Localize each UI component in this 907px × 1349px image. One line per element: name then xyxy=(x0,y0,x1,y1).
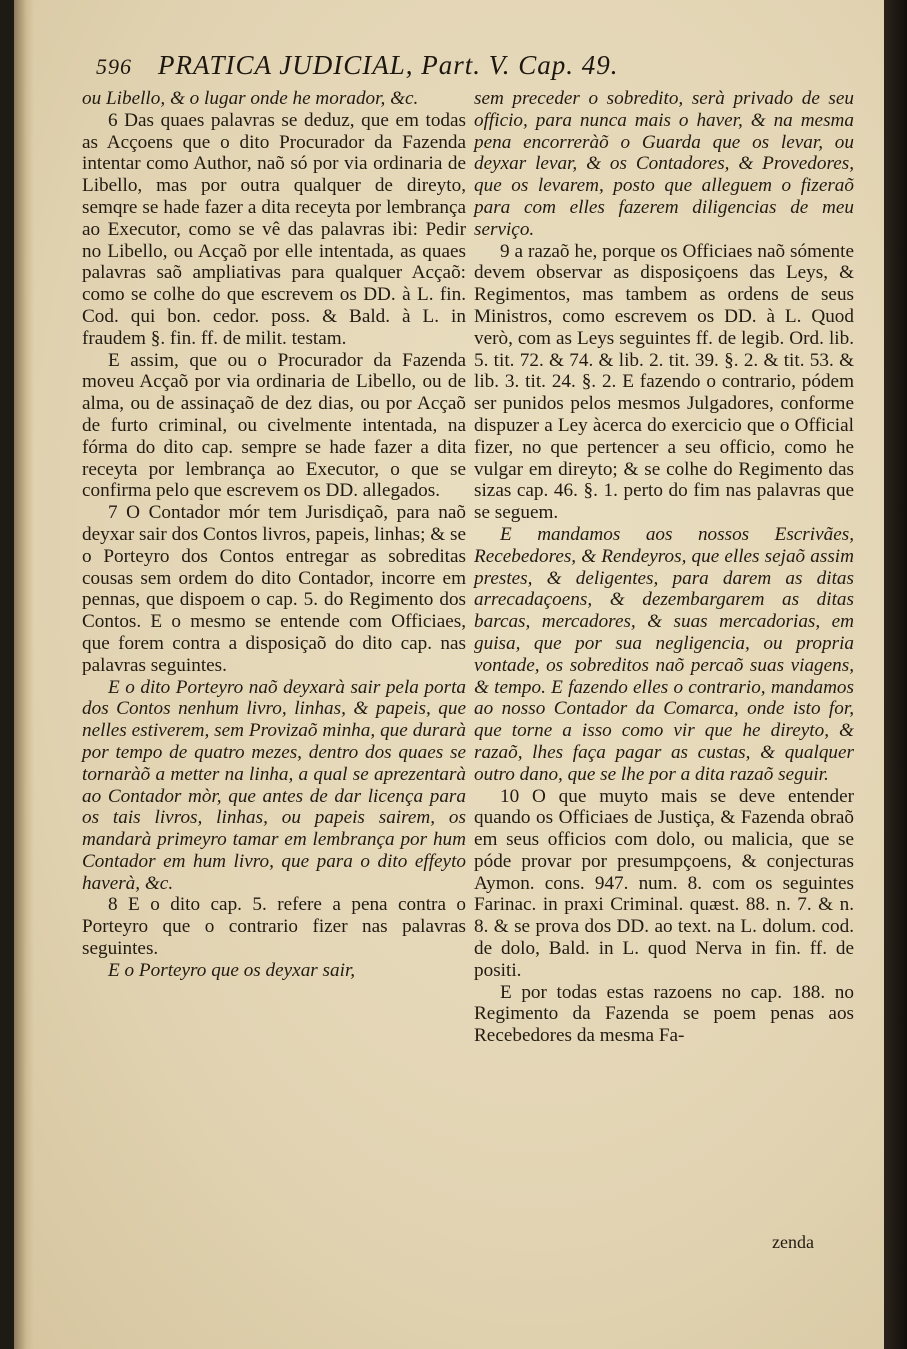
page-gutter xyxy=(14,0,34,1349)
book-page xyxy=(14,0,884,1349)
left-paragraph: 6 Das quaes palavras se deduz, que em todas as Acçoens que o dito Procurador da Fazenda intentar como Author, naõ só por via ordinaria de Libello, mas por outra qualquer de direyto, semqre se hade fazer a dita receyta por lembrança ao Executor, como se vê das palavras ibi: Pedir no Libello, ou Acçaõ por elle intentada, as quaes palavras saõ ampliativas para qualquer Acçaõ: como se colhe do que escrevem os DD. à L. fin. Cod. qui bon. cedor. poss. & Bald. à L. in fraudem §. fin. ff. de milit. testam. xyxy=(82,109,466,349)
left-column xyxy=(82,88,466,982)
left-paragraph: ou Libello, & o lugar onde he morador, &c. xyxy=(82,88,419,109)
right-column xyxy=(474,88,854,1047)
page-number: 596 xyxy=(96,54,132,79)
left-paragraph: 7 O Contador mór tem Jurisdiçaõ, para naõ deyxar sair dos Contos livros, papeis, linhas; & se o Porteyro dos Contos entregar as sobreditas cousas sem ordem do dito Contador, incorre em pennas, que dispoem o cap. 5. do Regimento dos Contos. E o mesmo se entende com Officiaes, que forem contra a disposiçaõ do dito cap. nas palavras seguintes. xyxy=(82,502,466,676)
left-paragraph: E o dito Porteyro naõ deyxarà sair pela porta dos Contos nenhum livro, linhas, & papeis, que nelles estiverem, sem Provizaõ minha, que durarà por tempo de quatro mezes, dentro dos quaes se tornaràõ a metter na linha, a qual se aprezentarà ao Contador mòr, que antes de dar licença para os tais livros, linhas, ou papeis sairem, os mandarà primeyro tamar em lembrança por hum Contador em hum livro, que para o dito effeyto haverà, &c. xyxy=(82,676,466,894)
left-paragraph: E o Porteyro que os deyxar sair, xyxy=(108,959,356,981)
right-paragraph: 9 a razaõ he, porque os Officiaes naõ sómente devem observar as disposiçoens das Leys, & Regimentos, mas tambem as ordens de seus Ministros, como escrevem os DD. à L. Quod verò, com as Leys seguintes ff. de legib. Ord. lib. 5. tit. 72. & 74. & lib. 2. tit. 39. §. 2. & tit. 53. & lib. 3. tit. 24. §. 2. E fazendo o contrario, pódem ser punidos pelos mesmos Julgadores, conforme dispuzer a Ley àcerca do exercicio que o Official fizer, no que pertencer a seu officio, como he vulgar em direyto; & se colhe do Regimento das sizas cap. 46. §. 1. perto do fim nas palavras que se seguem. xyxy=(474,240,854,524)
right-paragraph: E mandamos aos nossos Escrivães, Recebedores, & Rendeyros, que elles sejaõ assim prestes, & deligentes, para darem as ditas arrecadaçoens, & dezembargarem as ditas barcas, mercadores, & suas mercadorias, em guisa, que por sua negligencia, ou propria vontade, os sobreditos naõ percaõ suas viagens, & tempo. E fazendo elles o contrario, mandamos ao nosso Contador da Comarca, onde isto for, que torne a isso como vir que he direyto, & razaõ, lhes faça pagar as custas, & qualquer outro dano, que se lhe por a dita razaõ seguir. xyxy=(474,523,854,785)
right-paragraph: sem preceder o sobredito, serà privado de seu officio, para nunca mais o haver, & na mesma pena encorreràõ o Guarda que os levar, ou deyxar levar, & os Contadores, & Provedores, que os levarem, posto que alleguem o fizeraõ para com elles fazerem diligencias de meu serviço. xyxy=(474,88,854,240)
left-paragraph: 8 E o dito cap. 5. refere a pena contra o Porteyro que o contrario fizer nas palavras seguintes. xyxy=(82,894,466,960)
book-spine xyxy=(884,0,907,1349)
right-paragraph: 10 O que muyto mais se deve entender quando os Officiaes de Justiça, & Fazenda obraõ em seus officios com dolo, ou malicia, que se póde provar por presumpçoens, & conjecturas Aymon. cons. 947. num. 8. com os seguintes Farinac. in praxi Criminal. quæst. 88. n. 7. & n. 8. & se prova dos DD. ao text. na L. dolum. cod. de dolo, Bald. in L. quod Nerva in fin. ff. de positi. xyxy=(474,785,854,981)
catchword: zenda xyxy=(772,1232,814,1252)
left-paragraph: E assim, que ou o Procurador da Fazenda moveu Acçaõ por via ordinaria de Libello, ou de alma, ou de assinaçaõ de dez dias, ou por Acçaõ de furto criminal, ou civelmente intentada, na fórma do dito cap. sempre se hade fazer a dita receyta por lembrança ao Executor, o que se confirma pelo que escrevem os DD. allegados. xyxy=(82,349,466,502)
right-paragraph: E por todas estas razoens no cap. 188. no Regimento da Fazenda se poem penas aos Recebedores da mesma Fa- xyxy=(474,981,854,1047)
running-head xyxy=(96,50,726,90)
running-title: PRATICA JUDICIAL, Part. V. Cap. 49. xyxy=(158,50,619,80)
